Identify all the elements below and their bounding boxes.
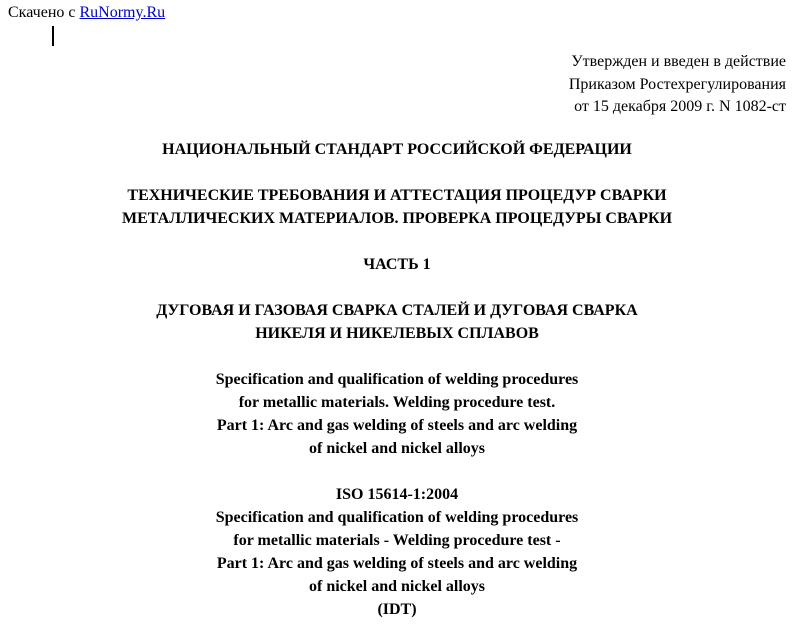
idt-label: (IDT) bbox=[377, 601, 417, 618]
approval-line-2: Приказом Ростехрегулирования bbox=[568, 75, 786, 93]
english-title-line-2: for metallic materials. Welding procedure test. bbox=[238, 394, 556, 411]
download-note bbox=[8, 4, 165, 22]
part-title-line-1: ДУГОВАЯ И ГАЗОВАЯ СВАРКА СТАЛЕЙ И ДУГОВАЯ СВАРКА bbox=[156, 302, 638, 319]
part-title bbox=[0, 299, 794, 345]
text-cursor bbox=[52, 26, 54, 46]
iso-title-line-3: Part 1: Arc and gas welding of steels and arc welding bbox=[216, 555, 578, 572]
approval-block bbox=[569, 51, 786, 119]
standard-title-line-1: ТЕХНИЧЕСКИЕ ТРЕБОВАНИЯ И АТТЕСТАЦИЯ ПРОЦЕДУР СВАРКИ bbox=[127, 187, 667, 204]
english-title-line-4: of nickel and nickel alloys bbox=[308, 440, 486, 457]
iso-reference bbox=[0, 483, 794, 621]
iso-title-line-1: Specification and qualification of welding procedures bbox=[215, 509, 579, 526]
approval-line-1: Утвержден и введен в действие bbox=[571, 53, 786, 70]
iso-number: ISO 15614-1:2004 bbox=[335, 486, 459, 503]
runormy-link[interactable]: RuNormy.Ru bbox=[79, 4, 166, 21]
part-heading bbox=[0, 253, 794, 276]
english-title-line-3: Part 1: Arc and gas welding of steels and arc welding bbox=[216, 417, 578, 434]
iso-title-line-2: for metallic materials - Welding procedure test - bbox=[233, 532, 561, 549]
national-standard-title: НАЦИОНАЛЬНЫЙ СТАНДАРТ РОССИЙСКОЙ ФЕДЕРАЦИИ bbox=[162, 141, 632, 158]
approval-line-3: от 15 декабря 2009 г. N 1082-ст bbox=[574, 98, 786, 115]
download-prefix: Скачено с bbox=[8, 4, 76, 21]
english-title bbox=[0, 368, 794, 460]
iso-title-line-4: of nickel and nickel alloys bbox=[308, 578, 486, 595]
part-label: ЧАСТЬ 1 bbox=[363, 256, 431, 273]
national-standard-heading bbox=[0, 138, 794, 161]
part-title-line-2: НИКЕЛЯ И НИКЕЛЕВЫХ СПЛАВОВ bbox=[255, 325, 539, 342]
standard-title-line-2: МЕТАЛЛИЧЕСКИХ МАТЕРИАЛОВ. ПРОВЕРКА ПРОЦЕДУРЫ СВАРКИ bbox=[121, 210, 673, 227]
standard-title bbox=[0, 184, 794, 230]
english-title-line-1: Specification and qualification of welding procedures bbox=[215, 371, 579, 388]
